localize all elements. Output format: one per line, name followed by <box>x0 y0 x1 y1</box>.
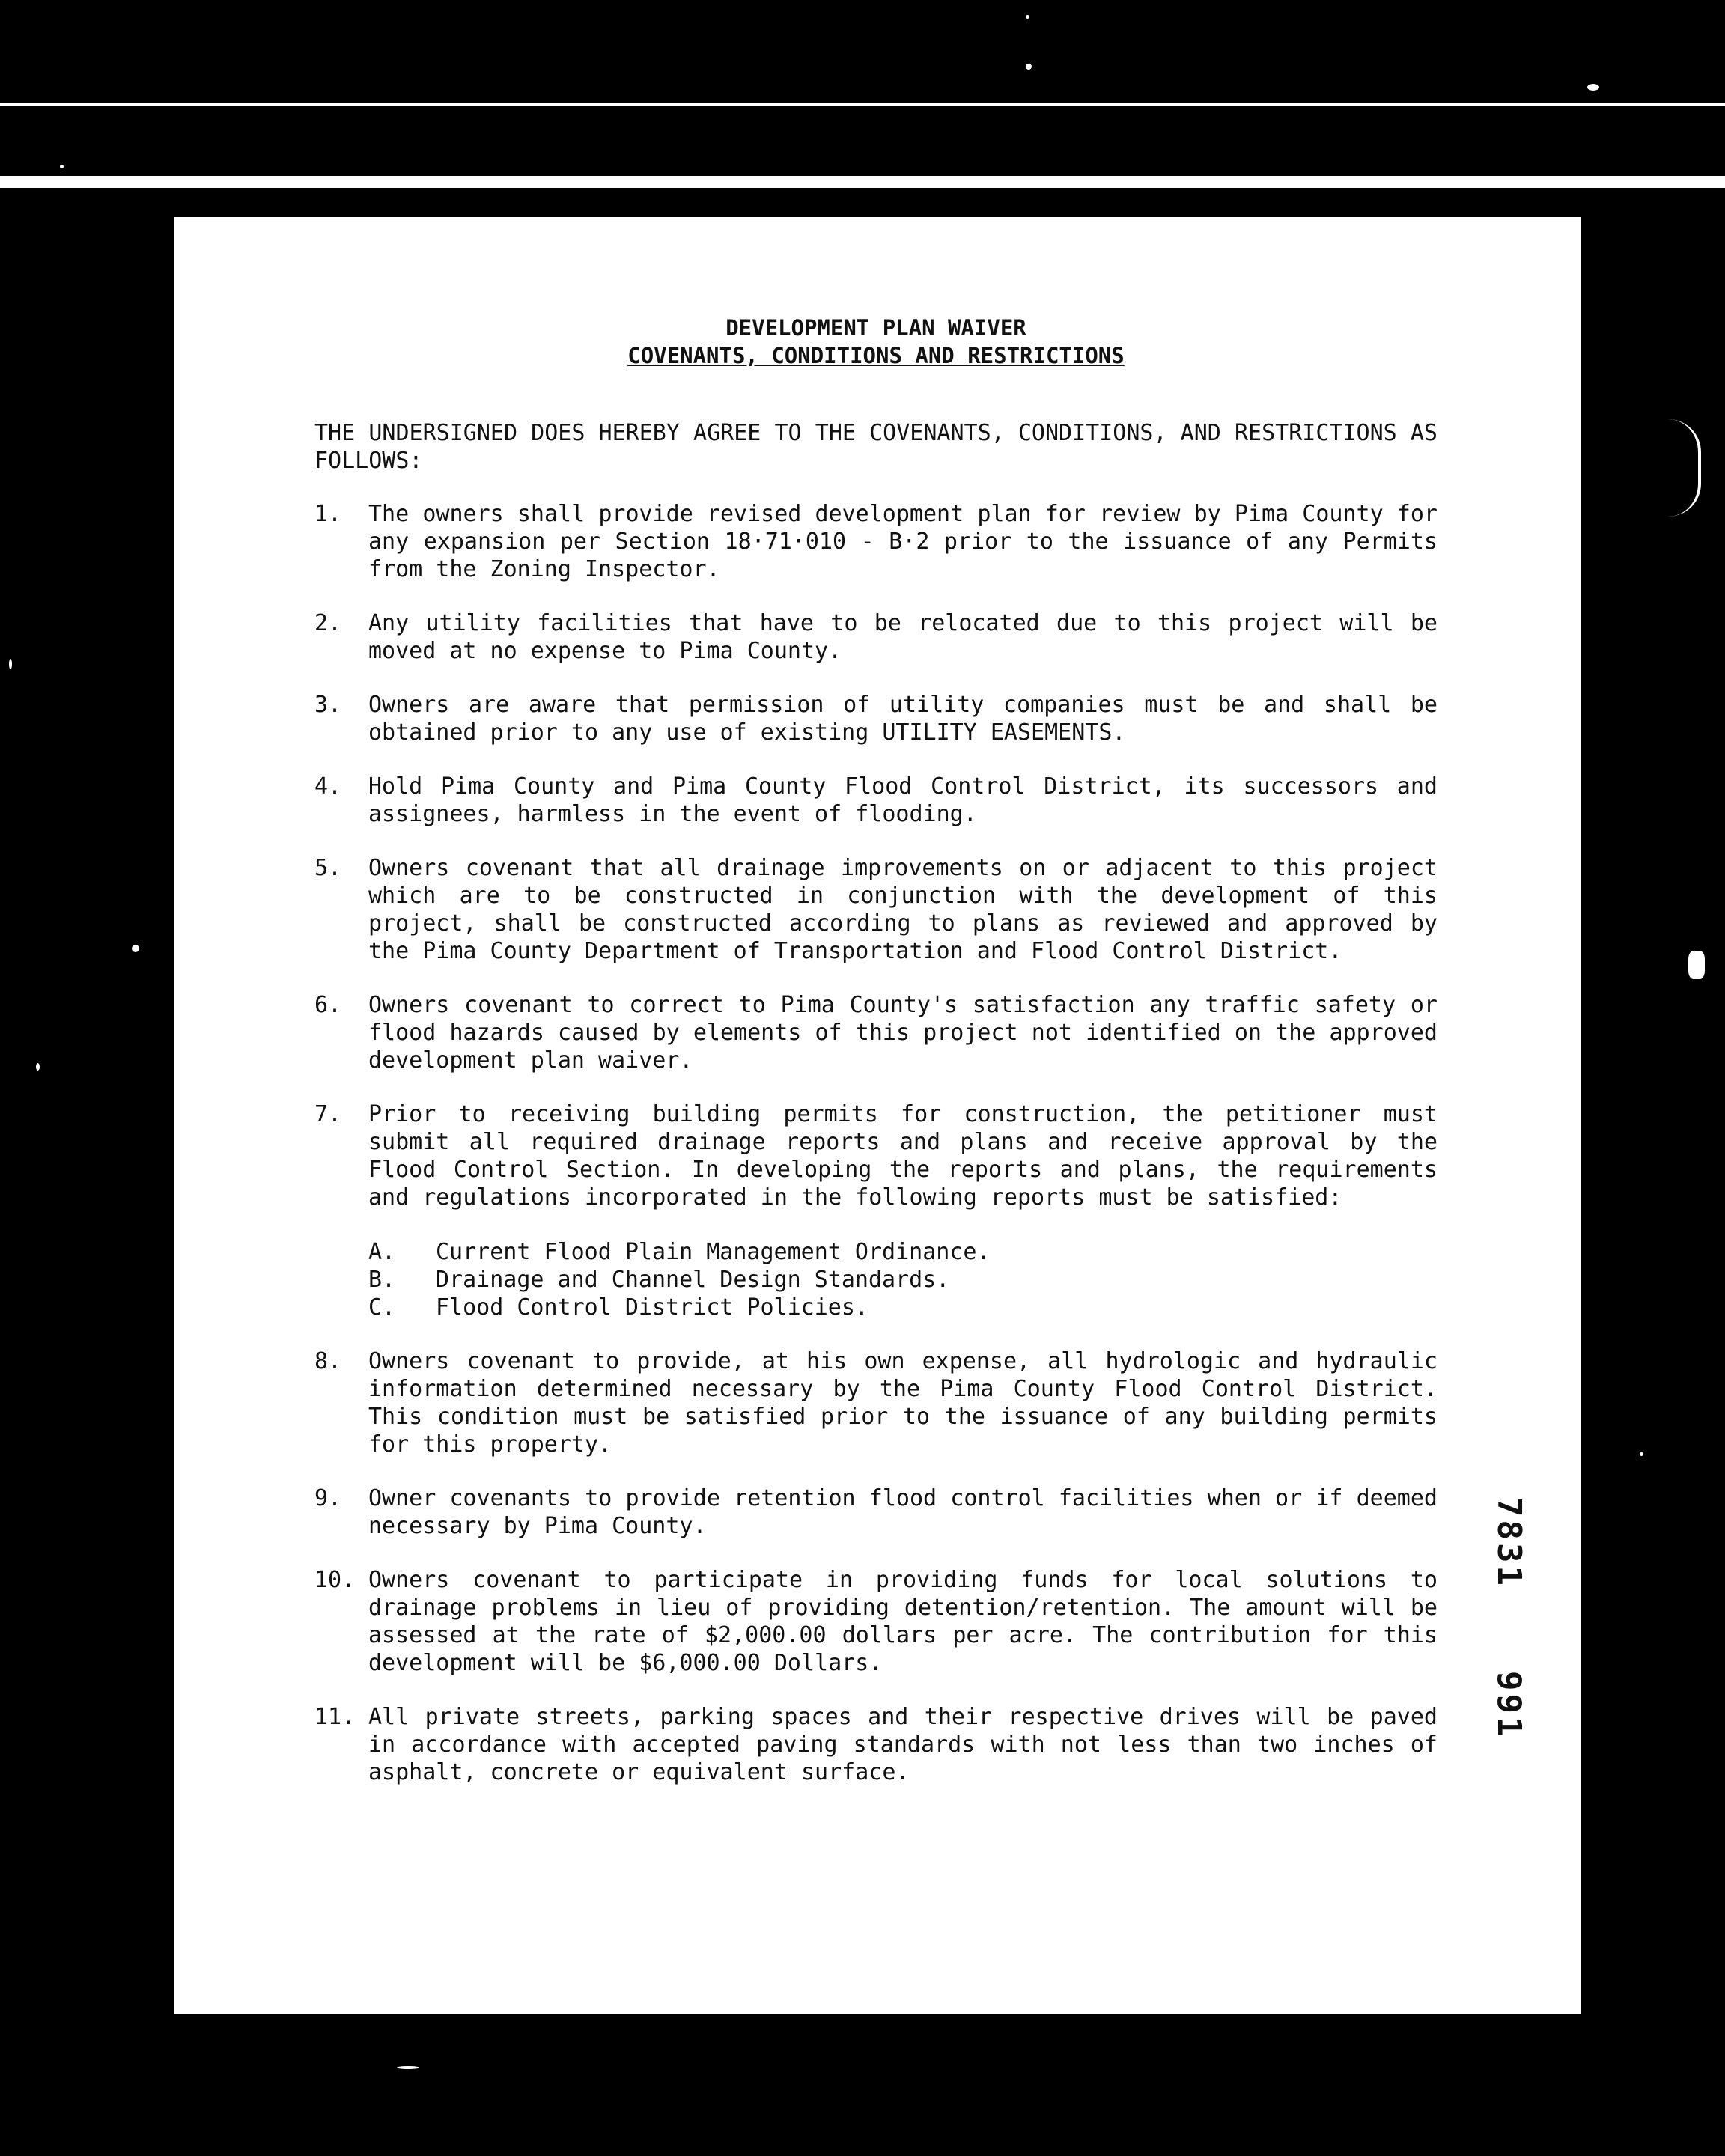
covenant-item <box>314 854 1438 965</box>
item-text: Owners covenant to participate in providing funds for local solutions to drainage problems in lieu of providing detention/retention. The amount will be assessed at the rate of $2,000.00 dollars per acre. The contribution for this development will be $6,000.00 Dollars. <box>368 1567 1438 1676</box>
item-body <box>368 609 1438 665</box>
recording-stamp <box>1490 1497 1528 1739</box>
covenant-item <box>314 1566 1438 1677</box>
item-number-label: 10. <box>314 1567 356 1593</box>
item-text: Any utility facilities that have to be relocated due to this project will be moved at no expense to Pima County. <box>368 610 1438 664</box>
scan-speck <box>1640 1452 1643 1456</box>
margin-bracket-mark <box>1668 419 1701 517</box>
intro-paragraph: THE UNDERSIGNED DOES HEREBY AGREE TO THE COVENANTS, CONDITIONS, AND RESTRICTIONS AS FOLLOWS: <box>314 420 1438 474</box>
sub-list <box>368 1238 1438 1321</box>
sub-item-text: Current Flood Plain Management Ordinance. <box>436 1239 991 1265</box>
sub-item-letter: B. <box>368 1267 396 1293</box>
covenant-item <box>314 691 1438 746</box>
item-text: Owner covenants to provide retention flood control facilities when or if deemed necessary by Pima County. <box>368 1485 1438 1539</box>
scan-speck <box>397 2066 419 2069</box>
page-number: 991 <box>1490 1670 1528 1740</box>
item-number-label: 11. <box>314 1704 356 1730</box>
item-number <box>314 773 368 828</box>
item-body <box>368 773 1438 828</box>
item-number <box>314 1484 368 1540</box>
item-number <box>314 1100 368 1321</box>
item-number-label: 7. <box>314 1101 342 1127</box>
sub-item-text: Drainage and Channel Design Standards. <box>436 1267 950 1293</box>
item-number-label: 9. <box>314 1485 342 1511</box>
scan-speck <box>1587 84 1599 91</box>
sub-item <box>368 1294 1438 1321</box>
scan-speck <box>1026 64 1032 70</box>
item-number-label: 5. <box>314 855 342 881</box>
covenant-item <box>314 1100 1438 1321</box>
item-body <box>368 1484 1438 1540</box>
item-number-label: 6. <box>314 992 342 1018</box>
scan-speck <box>1026 15 1029 19</box>
item-body <box>368 691 1438 746</box>
sub-item-letter: C. <box>368 1294 396 1321</box>
item-body <box>368 854 1438 965</box>
item-number <box>314 691 368 746</box>
item-number <box>314 1348 368 1458</box>
scan-edge-band <box>0 176 1725 188</box>
covenant-item <box>314 609 1438 665</box>
item-number <box>314 991 368 1074</box>
item-text: Hold Pima County and Pima County Flood Control District, its successors and assignees, harmless in the event of flooding. <box>368 773 1438 827</box>
title-line: DEVELOPMENT PLAN WAIVER <box>725 315 1026 341</box>
scan-speck <box>132 945 139 952</box>
item-number <box>314 500 368 583</box>
covenant-item <box>314 1484 1438 1540</box>
covenant-item <box>314 500 1438 583</box>
document-page <box>174 217 1581 2014</box>
item-text: Owners are aware that permission of utility companies must be and shall be obtained prior to any use of existing UTILITY EASEMENTS. <box>368 692 1438 746</box>
item-number <box>314 609 368 665</box>
item-text: The owners shall provide revised development plan for review by Pima County for any expansion per Section 18·71·010 - B·2 prior to the issuance of any Permits from the Zoning Inspector. <box>368 501 1438 582</box>
item-number-label: 8. <box>314 1348 342 1374</box>
scan-speck <box>9 659 12 669</box>
covenant-item <box>314 991 1438 1074</box>
item-number-label: 4. <box>314 773 342 800</box>
item-body <box>368 500 1438 583</box>
item-number-label: 3. <box>314 692 342 718</box>
covenant-item <box>314 773 1438 828</box>
sub-item <box>368 1238 1438 1266</box>
document-body <box>314 314 1438 1812</box>
sub-item-text: Flood Control District Policies. <box>436 1294 868 1321</box>
covenant-list <box>314 500 1438 1786</box>
scan-speck <box>36 1063 40 1071</box>
item-text: Owners covenant to correct to Pima County's satisfaction any traffic safety or flood hazards caused by elements of this project not identified on the approved development plan waiver. <box>368 992 1438 1074</box>
sub-item-letter: A. <box>368 1239 396 1265</box>
item-body <box>368 1566 1438 1677</box>
item-number <box>314 854 368 965</box>
item-body <box>368 1348 1438 1458</box>
subtitle-line: COVENANTS, CONDITIONS AND RESTRICTIONS <box>627 343 1125 368</box>
covenant-item <box>314 1703 1438 1786</box>
item-number-label: 2. <box>314 610 342 636</box>
item-text: Prior to receiving building permits for construction, the petitioner must submit all required drainage reports and plans and receive approval by the Flood Control Section. In developing the reports and plans, the requirements and regulations incorporated in the following reports must be satisfied: <box>368 1101 1438 1211</box>
item-body <box>368 1703 1438 1786</box>
item-number <box>314 1566 368 1677</box>
covenant-item <box>314 1348 1438 1458</box>
item-body <box>368 1100 1438 1321</box>
item-text: Owners covenant that all drainage improvements on or adjacent to this project which are to be constructed in conjunction with the development of this project, shall be constructed according to plans as reviewed and approved by the Pima County Department of Transportation and Flood Control District. <box>368 855 1438 964</box>
item-body <box>368 991 1438 1074</box>
sub-item <box>368 1266 1438 1294</box>
item-number <box>314 1703 368 1786</box>
item-text: All private streets, parking spaces and their respective drives will be paved in accordance with accepted paving standards with not less than two inches of asphalt, concrete or equivalent surface. <box>368 1704 1438 1785</box>
scan-edge-line <box>0 103 1725 106</box>
item-text: Owners covenant to provide, at his own expense, all hydrologic and hydraulic information determined necessary by the Pima County Flood Control District. This condition must be satisfied prior to the issuance of any building permits for this property. <box>368 1348 1438 1458</box>
document-title <box>314 314 1438 370</box>
docket-number: 7831 <box>1490 1497 1528 1589</box>
scan-speck <box>60 165 64 168</box>
item-number-label: 1. <box>314 501 342 527</box>
scan-speck <box>1688 951 1705 979</box>
